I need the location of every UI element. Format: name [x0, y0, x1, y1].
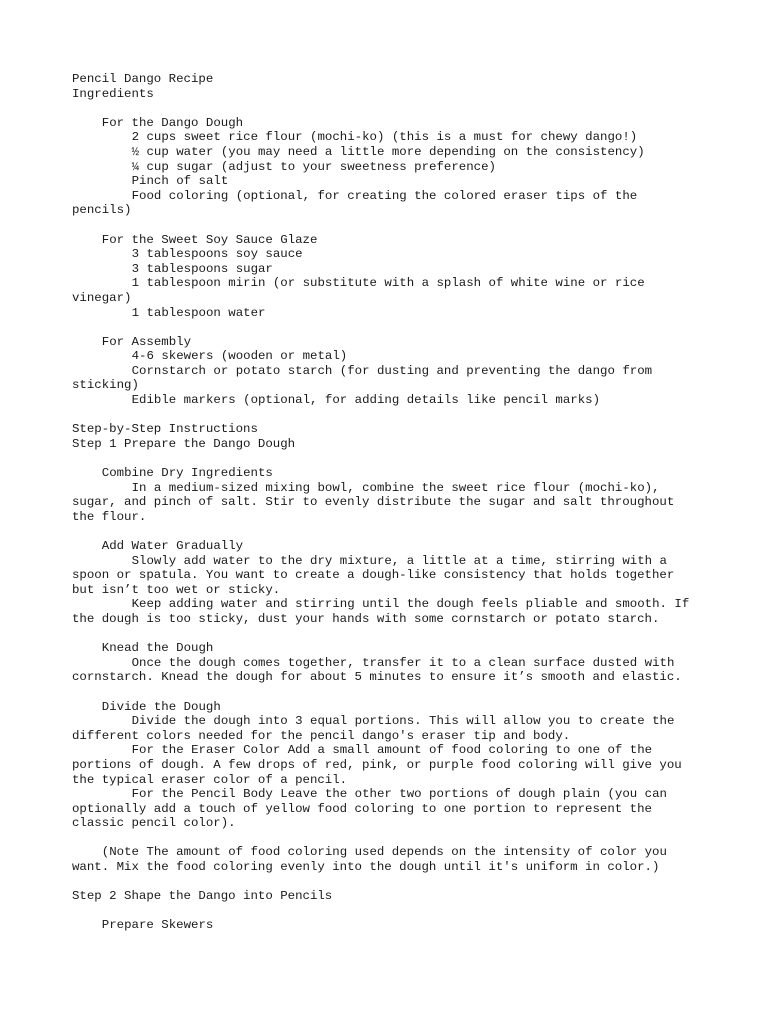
paragraph-line: spoon or spatula. You want to create a dough-like consistency that holds together	[72, 568, 675, 583]
glaze-ingredient-list	[72, 247, 702, 320]
assembly-ingredient-list	[72, 349, 702, 407]
paragraph-line: the dough is too sticky, dust your hands with some cornstarch or potato starch.	[72, 611, 660, 626]
ingredient-line: pencils)	[72, 203, 132, 218]
ingredient-line: 3 tablespoons sugar	[131, 261, 273, 276]
note-line: (Note The amount of food coloring used depends on the intensity of color you	[101, 845, 667, 860]
paragraph-line: classic pencil color).	[72, 816, 236, 831]
paragraph-line: Slowly add water to the dry mixture, a little at a time, stirring with a	[131, 553, 667, 568]
ingredient-line: 4-6 skewers (wooden or metal)	[131, 349, 348, 364]
ingredients-heading: Ingredients	[72, 86, 154, 101]
paragraph-line: Keep adding water and stirring until the dough feels pliable and smooth. If	[131, 597, 690, 612]
coloring-note	[72, 845, 702, 874]
paragraph-line: different colors needed for the pencil dango's eraser tip and body.	[72, 728, 571, 743]
ingredient-line: ½ cup water (you may need a little more depending on the consistency)	[131, 144, 645, 159]
paragraph-line: Once the dough comes together, transfer it to a clean surface dusted with	[131, 655, 675, 670]
glaze-heading: For the Sweet Soy Sauce Glaze	[101, 232, 318, 247]
knead-text	[72, 656, 702, 685]
paragraph-line: cornstarch. Knead the dough for about 5 minutes to ensure it’s smooth and elastic.	[72, 670, 682, 685]
step1-heading: Step 1 Prepare the Dango Dough	[72, 436, 296, 451]
ingredient-line: 1 tablespoon water	[131, 305, 266, 320]
ingredient-line: 3 tablespoons soy sauce	[131, 247, 303, 262]
ingredient-line: sticking)	[72, 378, 139, 393]
paragraph-line: the typical eraser color of a pencil.	[72, 772, 348, 787]
paragraph-line: sugar, and pinch of salt. Stir to evenly distribute the sugar and salt throughout	[72, 495, 675, 510]
step2-heading: Step 2 Shape the Dango into Pencils	[72, 889, 333, 904]
water-heading: Add Water Gradually	[101, 539, 244, 553]
assembly-heading: For Assembly	[101, 334, 192, 349]
divide-text	[72, 714, 702, 831]
ingredient-line: Food coloring (optional, for creating the colored eraser tips of the	[131, 188, 638, 203]
prepare-skewers-heading: Prepare Skewers	[101, 918, 214, 933]
ingredient-line: Pinch of salt	[131, 174, 229, 189]
paragraph-line: portions of dough. A few drops of red, pink, or purple food coloring will give you	[72, 757, 682, 772]
paragraph-line: optionally add a touch of yellow food coloring to one portion to represent the	[72, 801, 652, 816]
paragraph-line: the flour.	[72, 509, 147, 524]
water-text	[72, 554, 702, 627]
note-line: want. Mix the food coloring evenly into the dough until it's uniform in color.)	[72, 860, 660, 875]
paragraph-line: In a medium-sized mixing bowl, combine the sweet rice flour (mochi-ko),	[131, 480, 660, 495]
paragraph-line: For the Pencil Body Leave the other two portions of dough plain (you can	[131, 787, 667, 802]
combine-text	[72, 481, 702, 525]
ingredient-line: 1 tablespoon mirin (or substitute with a splash of white wine or rice	[131, 276, 645, 291]
document-title: Pencil Dango Recipe	[72, 72, 214, 86]
dough-ingredient-list	[72, 130, 702, 218]
paragraph-line: For the Eraser Color Add a small amount of food coloring to one of the	[131, 743, 653, 758]
paragraph-line: but isn’t too wet or sticky.	[72, 582, 281, 597]
ingredient-line: Edible markers (optional, for adding details like pencil marks)	[131, 393, 601, 408]
ingredient-line: 2 cups sweet rice flour (mochi-ko) (this is a must for chewy dango!)	[131, 130, 638, 145]
divide-heading: Divide the Dough	[101, 699, 221, 714]
recipe-document	[72, 72, 702, 933]
paragraph-line: Divide the dough into 3 equal portions. This will allow you to create the	[131, 714, 675, 729]
dough-heading: For the Dango Dough	[101, 115, 244, 130]
combine-heading: Combine Dry Ingredients	[101, 466, 273, 481]
ingredient-line: vinegar)	[72, 290, 132, 305]
ingredient-line: Cornstarch or potato starch (for dusting and preventing the dango from	[131, 363, 653, 378]
ingredient-line: ¼ cup sugar (adjust to your sweetness preference)	[131, 159, 496, 174]
instructions-heading: Step-by-Step Instructions	[72, 422, 258, 437]
knead-heading: Knead the Dough	[101, 641, 214, 656]
